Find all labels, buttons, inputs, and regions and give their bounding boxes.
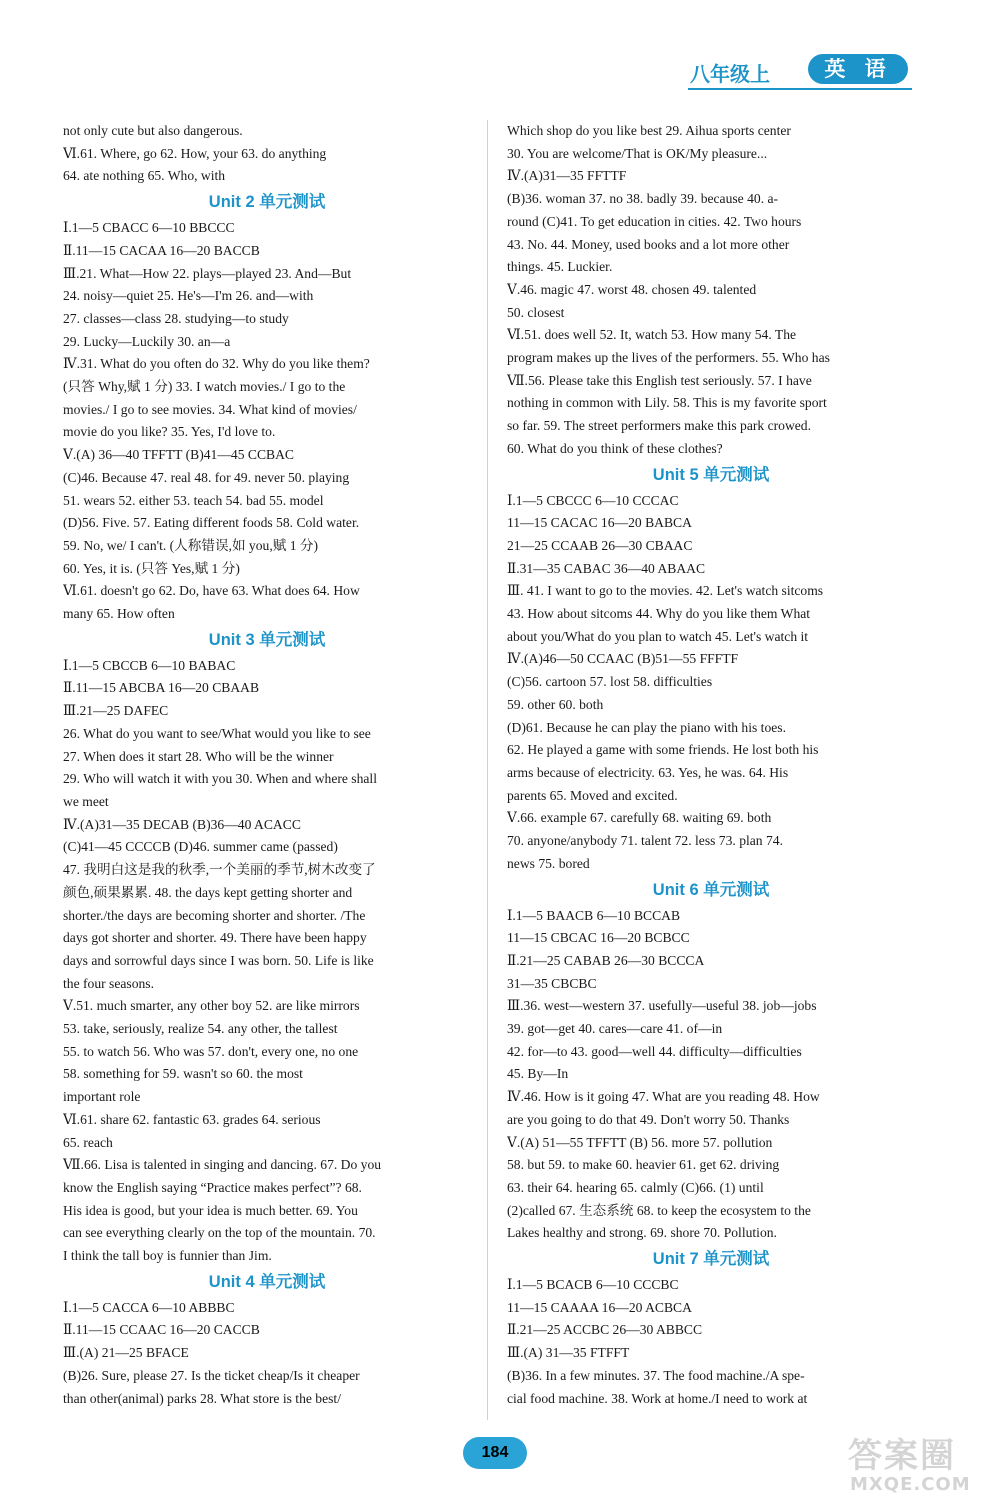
- answer-line: Ⅵ.61. doesn't go 62. Do, have 63. What does 64. How: [63, 583, 360, 599]
- answer-line: 58. something for 59. wasn't so 60. the most: [63, 1066, 303, 1082]
- answer-line: 65. reach: [63, 1134, 113, 1150]
- answer-line: 29. Who will watch it with you 30. When and where shall: [63, 771, 377, 787]
- answer-line: the four seasons.: [63, 975, 154, 991]
- answer-line: Ⅶ.56. Please take this English test seriously. 57. I have: [507, 372, 812, 388]
- answer-line: (C)41—45 CCCCB (D)46. summer came (passed): [63, 839, 338, 855]
- answer-line: Ⅴ.46. magic 47. worst 48. chosen 49. talented: [507, 281, 757, 297]
- answer-line: know the English saying “Practice makes perfect”? 68.: [63, 1179, 362, 1195]
- answer-line: (C)46. Because 47. real 48. for 49. never 50. playing: [63, 469, 350, 485]
- unit-heading: Unit 6 单元测试: [652, 880, 770, 899]
- answer-line: (B)26. Sure, please 27. Is the ticket cheap/Is it cheaper: [63, 1367, 360, 1383]
- answer-line: His idea is good, but your idea is much better. 69. You: [63, 1202, 358, 1218]
- answer-line: Ⅲ.(A) 21—25 BFACE: [63, 1345, 189, 1361]
- answer-line: 30. You are welcome/That is OK/My pleasure...: [507, 145, 768, 161]
- answer-line: cial food machine. 38. Work at home./I need to work at: [507, 1390, 808, 1406]
- answer-line: 11—15 CAAAA 16—20 ACBCA: [507, 1299, 692, 1315]
- unit-heading: Unit 4 单元测试: [208, 1272, 326, 1291]
- answer-line: Ⅳ.(A)46—50 CCAAC (B)51—55 FFFTF: [507, 651, 739, 667]
- answer-line: I think the tall boy is funnier than Jim.: [63, 1248, 272, 1264]
- answer-line: 11—15 CBCAC 16—20 BCBCC: [507, 930, 690, 946]
- answer-line: Ⅲ.21—25 DAFEC: [63, 703, 169, 719]
- unit-heading: Unit 5 单元测试: [652, 465, 770, 484]
- page-number: 184: [463, 1437, 527, 1469]
- answer-line: Ⅵ.61. share 62. fantastic 63. grades 64. serious: [63, 1111, 321, 1127]
- answer-line: Ⅴ.(A) 36—40 TFFTT (B)41—45 CCBAC: [63, 447, 294, 463]
- watermark-en: MXQE.COM: [850, 1474, 971, 1495]
- column-divider: [487, 120, 488, 1420]
- unit-heading: Unit 3 单元测试: [208, 630, 326, 649]
- answer-line: days and sorrowful days since I was born. 50. Life is like: [63, 952, 374, 968]
- answer-line: 50. closest: [507, 304, 565, 320]
- answer-line: 60. What do you think of these clothes?: [507, 440, 723, 456]
- answer-line: (D)56. Five. 57. Eating different foods 58. Cold water.: [63, 515, 360, 531]
- answer-line: Ⅲ.36. west—western 37. usefully—useful 38. job—jobs: [507, 998, 817, 1014]
- answer-line: 24. noisy—quiet 25. He's—I'm 26. and—with: [63, 288, 314, 304]
- answer-line: 27. When does it start 28. Who will be the winner: [63, 748, 334, 764]
- answer-line: 11—15 CACAC 16—20 BABCA: [507, 515, 692, 531]
- answer-line: 58. but 59. to make 60. heavier 61. get 62. driving: [507, 1157, 780, 1173]
- answer-line: Lakes healthy and strong. 69. shore 70. Pollution.: [507, 1225, 777, 1241]
- answer-line: about you/What do you plan to watch 45. Let's watch it: [507, 628, 809, 644]
- answer-line: 64. ate nothing 65. Who, with: [63, 168, 226, 184]
- answer-line: Ⅰ.1—5 BAACB 6—10 BCCAB: [507, 907, 681, 923]
- answer-line: 31—35 CBCBC: [507, 975, 597, 991]
- answer-line: Which shop do you like best 29. Aihua sports center: [507, 123, 791, 138]
- answer-line: things. 45. Luckier.: [507, 259, 613, 275]
- answer-line: 59. No, we/ I can't. (人称错误,如 you,赋 1 分): [63, 537, 319, 553]
- answer-line: Ⅳ.46. How is it going 47. What are you reading 48. How: [507, 1089, 820, 1105]
- answer-line: movies./ I go to see movies. 34. What kind of movies/: [63, 401, 357, 417]
- answer-line: Ⅴ.51. much smarter, any other boy 52. are like mirrors: [63, 998, 360, 1014]
- header-underline: [688, 88, 912, 90]
- answer-line: (D)61. Because he can play the piano with his toes.: [507, 719, 786, 735]
- answer-line: program makes up the lives of the performers. 55. Who has: [507, 350, 830, 366]
- answer-line: Ⅵ.51. does well 52. It, watch 53. How many 54. The: [507, 327, 797, 343]
- answer-line: 62. He played a game with some friends. He lost both his: [507, 742, 819, 758]
- answer-line: are you going to do that 49. Don't worry 50. Thanks: [507, 1111, 790, 1127]
- answer-line: can see everything clearly on the top of the mountain. 70.: [63, 1225, 376, 1241]
- answer-line: (C)56. cartoon 57. lost 58. difficulties: [507, 674, 713, 690]
- answer-line: Ⅲ. 41. I want to go to the movies. 42. Let's watch sitcoms: [507, 583, 824, 599]
- answer-line: 26. What do you want to see/What would you like to see: [63, 725, 371, 741]
- answer-line: Ⅱ.21—25 CABAB 26—30 BCCCA: [507, 952, 705, 968]
- answer-line: Ⅵ.61. Where, go 62. How, your 63. do anything: [63, 145, 327, 161]
- answer-line: many 65. How often: [63, 606, 175, 622]
- answer-line: round (C)41. To get education in cities. 42. Two hours: [507, 213, 802, 229]
- answer-line: Ⅲ.21. What—How 22. plays—played 23. And—But: [63, 265, 352, 281]
- answer-line: 59. other 60. both: [507, 696, 604, 712]
- answer-line: (B)36. In a few minutes. 37. The food machine./A spe-: [507, 1367, 805, 1383]
- answer-line: Ⅰ.1—5 BCACB 6—10 CCCBC: [507, 1277, 679, 1293]
- answer-line: 55. to watch 56. Who was 57. don't, every one, no one: [63, 1043, 359, 1059]
- answer-column-left: [63, 120, 471, 1410]
- answer-line: so far. 59. The street performers make this park crowed.: [507, 418, 811, 434]
- watermark-cn: 答案圈: [848, 1436, 956, 1476]
- answer-line: Ⅴ.(A) 51—55 TFFTT (B) 56. more 57. pollution: [507, 1134, 773, 1150]
- answer-line: Ⅱ.11—15 CCAAC 16—20 CACCB: [63, 1322, 260, 1338]
- answer-line: Ⅲ.(A) 31—35 FTFFT: [507, 1345, 630, 1361]
- answer-line: 60. Yes, it is. (只答 Yes,赋 1 分): [63, 560, 240, 576]
- answer-line: 43. How about sitcoms 44. Why do you like them What: [507, 606, 811, 622]
- answer-line: 51. wears 52. either 53. teach 54. bad 55. model: [63, 492, 324, 508]
- answer-line: 43. No. 44. Money, used books and a lot more other: [507, 236, 790, 252]
- answer-line: 21—25 CCAAB 26—30 CBAAC: [507, 537, 693, 553]
- answer-line: Ⅶ.66. Lisa is talented in singing and dancing. 67. Do you: [63, 1157, 382, 1173]
- answer-line: Ⅰ.1—5 CBCCC 6—10 CCCAC: [507, 492, 679, 508]
- answer-line: Ⅰ.1—5 CACCA 6—10 ABBBC: [63, 1299, 235, 1315]
- answer-line: (2)called 67. 生态系统 68. to keep the ecosystem to the: [507, 1202, 811, 1218]
- answer-line: 42. for—to 43. good—well 44. difficulty—difficulties: [507, 1043, 802, 1059]
- answer-line: Ⅱ.11—15 ABCBA 16—20 CBAAB: [63, 680, 260, 696]
- answer-line: than other(animal) parks 28. What store is the best/: [63, 1390, 341, 1406]
- answer-line: 47. 我明白这是我的秋季,一个美丽的季节,树木改变了: [63, 862, 376, 878]
- answer-line: 颜色,硕果累累. 48. the days kept getting shorter and: [63, 884, 353, 900]
- answer-line: 45. By—In: [507, 1066, 569, 1082]
- answer-line: Ⅳ.(A)31—35 FFTTF: [507, 168, 627, 184]
- answer-line: 53. take, seriously, realize 54. any other, the tallest: [63, 1021, 338, 1037]
- answer-line: not only cute but also dangerous.: [63, 123, 243, 138]
- answer-line: news 75. bored: [507, 855, 590, 871]
- answer-line: Ⅱ.11—15 CACAA 16—20 BACCB: [63, 242, 260, 258]
- answer-line: 39. got—get 40. cares—care 41. of—in: [507, 1021, 723, 1037]
- answer-line: 63. their 64. hearing 65. calmly (C)66. (1) until: [507, 1179, 764, 1195]
- answer-line: 70. anyone/anybody 71. talent 72. less 73. plan 74.: [507, 833, 783, 849]
- answer-line: 27. classes—class 28. studying—to study: [63, 310, 289, 326]
- answer-line: arms because of electricity. 63. Yes, he was. 64. His: [507, 764, 789, 780]
- answer-line: nothing in common with Lily. 58. This is my favorite sport: [507, 395, 827, 411]
- answer-line: Ⅴ.66. example 67. carefully 68. waiting 69. both: [507, 810, 772, 826]
- answer-line: parents 65. Moved and excited.: [507, 787, 678, 803]
- answer-line: we meet: [63, 793, 109, 809]
- answer-line: movie do you like? 35. Yes, I'd love to.: [63, 424, 276, 440]
- subject-badge: 英 语: [808, 54, 908, 84]
- answer-line: (只答 Why,赋 1 分) 33. I watch movies./ I go to the: [63, 379, 346, 395]
- answer-line: shorter./the days are becoming shorter and shorter. /The: [63, 907, 366, 923]
- answer-line: (B)36. woman 37. no 38. badly 39. because 40. a-: [507, 191, 779, 207]
- answer-line: 29. Lucky—Luckily 30. an—a: [63, 333, 231, 349]
- answer-line: Ⅱ.31—35 CABAC 36—40 ABAAC: [507, 560, 706, 576]
- unit-heading: Unit 2 单元测试: [208, 193, 326, 212]
- grade-label: 八年级上: [690, 62, 770, 86]
- page-header: [680, 52, 920, 98]
- answer-line: days got shorter and shorter. 49. There have been happy: [63, 930, 367, 946]
- answer-line: important role: [63, 1089, 141, 1105]
- answer-line: Ⅰ.1—5 CBACC 6—10 BBCCC: [63, 220, 235, 236]
- answer-line: Ⅱ.21—25 ACCBC 26—30 ABBCC: [507, 1322, 703, 1338]
- watermark-logo: [840, 1428, 980, 1500]
- answer-line: Ⅳ.31. What do you often do 32. Why do you like them?: [63, 356, 370, 372]
- answer-column-right: [507, 120, 915, 1410]
- answer-line: Ⅳ.(A)31—35 DECAB (B)36—40 ACACC: [63, 816, 301, 832]
- answer-line: Ⅰ.1—5 CBCCB 6—10 BABAC: [63, 657, 236, 673]
- unit-heading: Unit 7 单元测试: [652, 1250, 770, 1269]
